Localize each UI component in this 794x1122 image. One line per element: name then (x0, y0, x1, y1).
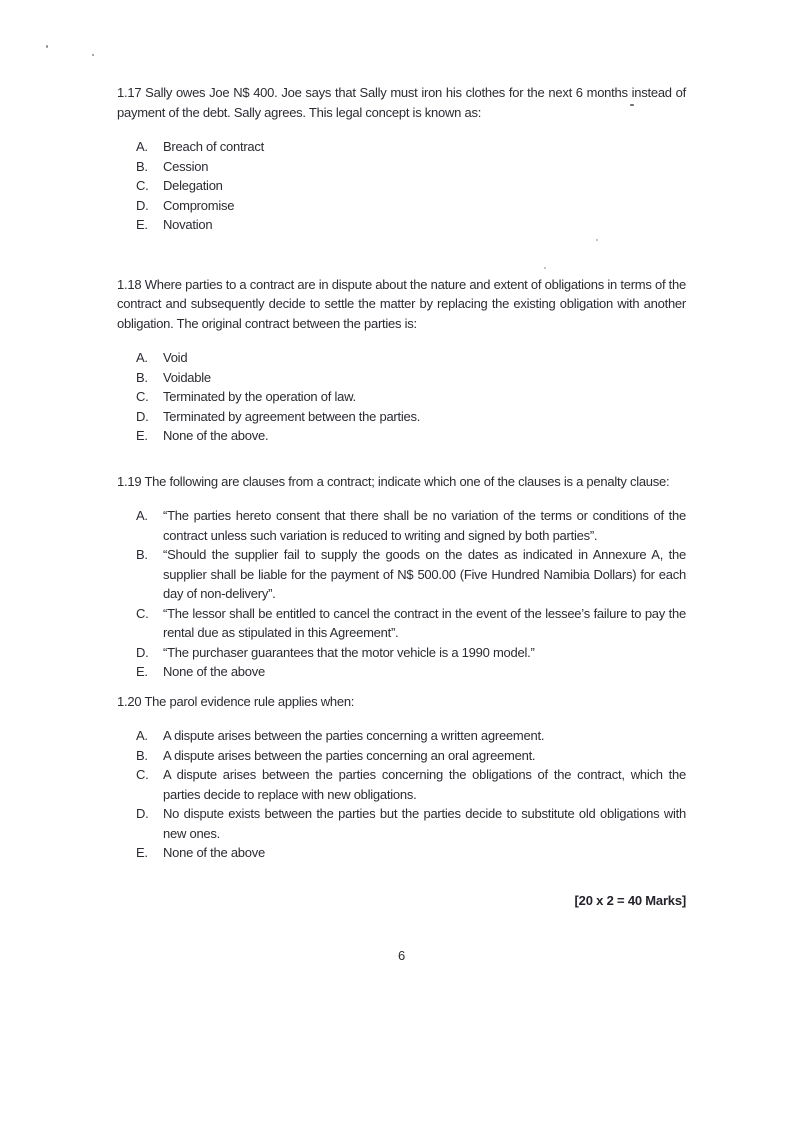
option-row (136, 368, 686, 388)
option-row (136, 426, 686, 446)
question-number: 1.20 (117, 693, 142, 709)
option-text: Void (163, 350, 188, 365)
question-body: Sally owes Joe N$ 400. Joe says that Sally must iron his clothes for the next 6 months instead of payment of the debt. Sally agrees. This legal concept is known as: (117, 85, 686, 120)
question-1-19-options (117, 506, 686, 682)
option-letter: C. (136, 389, 149, 404)
option-row (136, 137, 686, 157)
option-text: A dispute arises between the parties concerning the obligations of the contract, which the parties decide to replace with new obligations. (163, 767, 686, 802)
marks-total: [20 x 2 = 40 Marks] (574, 892, 686, 908)
option-row (136, 176, 686, 196)
option-text: None of the above (163, 845, 265, 860)
option-text: None of the above (163, 664, 265, 679)
question-number: 1.17 (117, 85, 142, 100)
option-text: “Should the supplier fail to supply the goods on the dates as indicated in Annexure A, the supplier shall be liable for the payment of N$ 500.00 (Five Hundred Namibia Dollars) for each day of non-delivery”. (163, 547, 686, 601)
option-text: None of the above. (163, 428, 269, 443)
question-1-20 (117, 692, 686, 863)
option-row (136, 196, 686, 216)
option-row (136, 765, 686, 804)
page-body (117, 83, 686, 966)
question-body: Where parties to a contract are in dispute about the nature and extent of obligations in terms of the contract and subsequently decide to settle the matter by replacing the existing obligation with another obligation. The original contract between the parties is: (117, 276, 686, 331)
option-text: Terminated by agreement between the parties. (163, 408, 421, 424)
option-row (136, 506, 686, 545)
option-row (136, 348, 686, 368)
option-letter: A. (136, 508, 148, 523)
option-row (136, 746, 686, 766)
option-letter: C. (136, 767, 149, 782)
option-text: “The lessor shall be entitled to cancel the contract in the event of the lessee’s failure to pay the rental due as stipulated in this Agreement”. (163, 605, 686, 640)
question-1-19 (117, 472, 686, 682)
question-body: The parol evidence rule applies when: (144, 693, 355, 709)
option-letter: A. (136, 139, 148, 154)
option-row (136, 387, 686, 407)
option-letter: E. (136, 664, 148, 679)
option-text: A dispute arises between the parties concerning an oral agreement. (163, 747, 536, 763)
option-row (136, 843, 686, 863)
option-row (136, 804, 686, 843)
option-text: No dispute exists between the parties but the parties decide to substitute old obligations with new ones. (163, 806, 686, 841)
question-1-18-text (117, 275, 686, 334)
question-number: 1.19 (117, 473, 142, 489)
option-text: Cession (163, 158, 209, 174)
option-letter: D. (136, 408, 149, 424)
option-letter: D. (136, 644, 149, 660)
option-text: “The parties hereto consent that there shall be no variation of the terms or conditions of the contract unless such variation is reduced to writing and signed by both parties”. (163, 508, 686, 543)
option-letter: E. (136, 217, 148, 232)
option-row (136, 604, 686, 643)
question-1-20-text (117, 692, 686, 712)
option-text: A dispute arises between the parties concerning a written agreement. (163, 728, 545, 743)
option-text: Delegation (163, 178, 223, 193)
option-text: Terminated by the operation of law. (163, 389, 356, 404)
scan-artifact (46, 45, 48, 48)
question-body: The following are clauses from a contract; indicate which one of the clauses is a penalty clause: (144, 473, 670, 489)
option-text: Novation (163, 217, 213, 232)
question-1-17 (117, 83, 686, 235)
question-1-17-text (117, 83, 686, 122)
option-letter: A. (136, 728, 148, 743)
option-text: “The purchaser guarantees that the motor vehicle is a 1990 model.” (163, 644, 535, 660)
option-letter: A. (136, 350, 148, 365)
option-letter: B. (136, 158, 148, 174)
option-row (136, 545, 686, 604)
option-text: Voidable (163, 369, 211, 385)
option-letter: E. (136, 428, 148, 443)
question-1-18-options (117, 348, 686, 446)
option-row (136, 407, 686, 427)
option-row (136, 215, 686, 235)
option-row (136, 157, 686, 177)
option-letter: B. (136, 747, 148, 763)
option-letter: E. (136, 845, 148, 860)
option-letter: C. (136, 178, 149, 193)
question-1-19-text (117, 472, 686, 492)
option-letter: D. (136, 197, 149, 213)
question-1-20-options (117, 726, 686, 863)
option-letter: D. (136, 806, 149, 821)
option-text: Breach of contract (163, 139, 264, 154)
option-text: Compromise (163, 197, 235, 213)
question-1-17-options (117, 137, 686, 235)
option-letter: B. (136, 369, 148, 385)
option-row (136, 726, 686, 746)
question-number: 1.18 (117, 276, 142, 292)
scan-artifact (92, 54, 94, 56)
page-number: 6 (398, 948, 405, 963)
option-row (136, 643, 686, 663)
option-row (136, 662, 686, 682)
question-1-18 (117, 275, 686, 446)
option-letter: B. (136, 547, 148, 562)
option-letter: C. (136, 605, 149, 621)
